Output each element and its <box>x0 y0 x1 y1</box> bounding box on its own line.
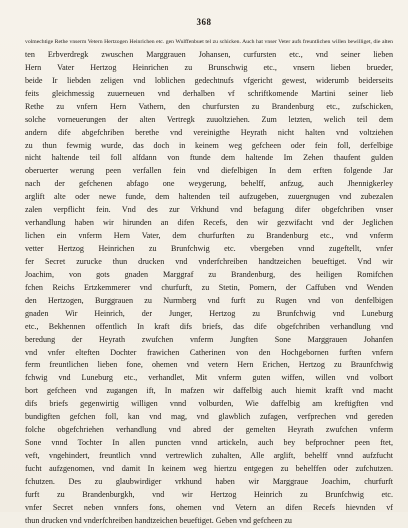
text-line: beredung der Heyrath zwufchen vnferm Jungften Sone Marggrauen Johanfen <box>25 334 393 344</box>
text-line: zu thun fewmig wurde, das doch in keinem weg gefcheen oder fein foll, derfelbige <box>25 140 393 150</box>
text-line: vnd vnfer elteften Dochter frawichen Catherinen von den Hochgebornen furften vnfern <box>25 347 393 357</box>
text-line: etc., Bekhennen offentlich In kraft difs briefs, das dife obgefchriben verhandlung vnd <box>25 321 393 331</box>
text-line: fchwig vnd Luneburg etc., verhandlet, Mit vnferm guten wiffen, willen vnd volbort <box>25 373 393 383</box>
text-line: folche obgefchriehen verhandlung vnd abred der gemelten Heyrath zwufchen vnferm <box>25 425 393 435</box>
text-line: bort gefcheen vnd zugangen ift, In mafzen wir daffelbig auch hiemit krafft vnd macht <box>25 386 393 396</box>
text-line: Sone vnnd Tochter In allen puncten vnnd artickeln, auch bey befprochner peen ftet, <box>25 438 393 448</box>
text-line: lichen ein vnferm Hern Vater, dem churfurften zu Brandenburg etc., vnd vnferm <box>25 231 393 241</box>
text-line: difs briefs gegenwirtig willigen vnnd volburden, Wie daffelbig am kreftigften vnd <box>25 399 393 409</box>
text-line: feits gleichmessig zuuerneuen vnd derhalben vf schriftkomende Martini seiner lieb <box>25 88 393 98</box>
page-number: 368 <box>196 17 212 27</box>
text-line: Rethe zu vnfern Hern Vathern, den churfursten zu Brandenburg etc., zufschicken, <box>25 101 393 111</box>
text-line: furft zu Brandenburgkh, vnd wir Hertzog Heinrich zu Brunfchwig etc. <box>25 489 393 499</box>
text-line: vnfer Secret neben vnnfers fons, ohemen vnd Vetern an difen Recefs hievnden vf <box>25 502 393 512</box>
text-line: thun drucken vnd vnderfchreiben handtzeichen beueftiget. Geben vnd gefcheen zu <box>25 515 292 525</box>
text-line: beide Ir liebden zeligen vnd loblichen gedechtnufs vfgericht gewest, widerumb beiderseits <box>25 75 393 85</box>
text-line: andern dife abgefchriben berethe vnd vereinigthe Heyrath nicht halten vnd voltziehen <box>25 127 393 137</box>
text-line: arglift alte oder newe funde, dem haltenden teil aufzugeben, zuuergnugen vnd zubezalen <box>25 192 393 202</box>
text-line: fchen Reichs Ertzkemmerer vnd churfurft, zu Stetin, Pomern, der Caffuben vnd Wenden <box>25 282 393 292</box>
text-line: nach der gefchenen abfago one weygerung, behelff, anfzug, auch Jhennigkerley <box>25 179 393 189</box>
text-line: fer Secret zurucke thun drucken vnd vnderfchreiben handtzeichen beueftiget. Vnd wir <box>25 256 393 266</box>
text-line: Hern Vater Hertzog Heinrichen zu Brunschwig etc., vnsern lieben brueder, <box>25 62 393 72</box>
text-line: fchutzen. Des zu glaubwirdiger vrkhund haben wir Marggraue Joachim, churfurft <box>25 476 393 486</box>
text-line: den Hertzogen, Burggrauen zu Nurmberg vnd furft zu Rugen vnd von denfelbigen <box>25 295 393 305</box>
text-line: solche vorneuerungen der alten Vertregk zuuoltziehen. Zum letzten, welich teil dem <box>25 114 393 124</box>
text-line: ferm freuntlichen lieben fone, ohemen vnd vetern Hern Erichen, Hertzog zu Braunfchwig <box>25 360 393 370</box>
text-line: Joachim, von gots gnaden Marggraf zu Brandenburg, des heiligen Romifchen <box>25 269 393 279</box>
text-line: gnaden Wir Heinrich, der Junger, Hertzog zu Brunfchwig vnd Luneburg <box>25 308 393 318</box>
text-line: ten Erbverdregk zwuschen Marggrauen Johansen, curfursten etc., vnd seiner lieben <box>25 49 393 59</box>
text-line: vetter Hertzog Heinrichen zu Brunfchwig etc. vbergeben vnnd zugeftellt, vnfer <box>25 244 393 253</box>
text-line: oberuerter werung peen verfallen fein vnd diefelbigen In dem erften folgende Jar <box>25 166 393 176</box>
text-line: fucht aufzgenomen, vnd damit In keinem weg hiertzu entgegen zu behelffen oder zufchutzen. <box>25 463 393 473</box>
text-line: bundigften gefchen foll, kan vnd mag, vnd glawblich zufagen, verfprechen vnd gereden <box>25 412 393 422</box>
document-body <box>25 36 393 528</box>
text-line: nicht haltende teil foll alfdann von ftunde dem haltende Im Zehen thaufent gulden <box>25 153 393 163</box>
text-line: volmechtige Rethe vnserm Vetern Hertzogen Heinrichen etc. gen Wulffenbuet tel zu schicken. Auch hat vnser Veter aufs freuntlichen willen bewilliget, die alten <box>25 39 393 45</box>
text-line: verhandlung haben wir hirunden an difen Recefs, den wir gezwifacht vnd der Jeglichen <box>25 218 393 228</box>
text-line: veft, vngehindert, freuntlich vnnd vertrewlich zuhalten, Alle arglift, behelff vnnd aufzfucht <box>25 451 393 460</box>
text-line: zalen verpflicht fein. Vnd des zur Vrkhund vnd befagung difer obgefchriben vnser <box>25 205 393 215</box>
